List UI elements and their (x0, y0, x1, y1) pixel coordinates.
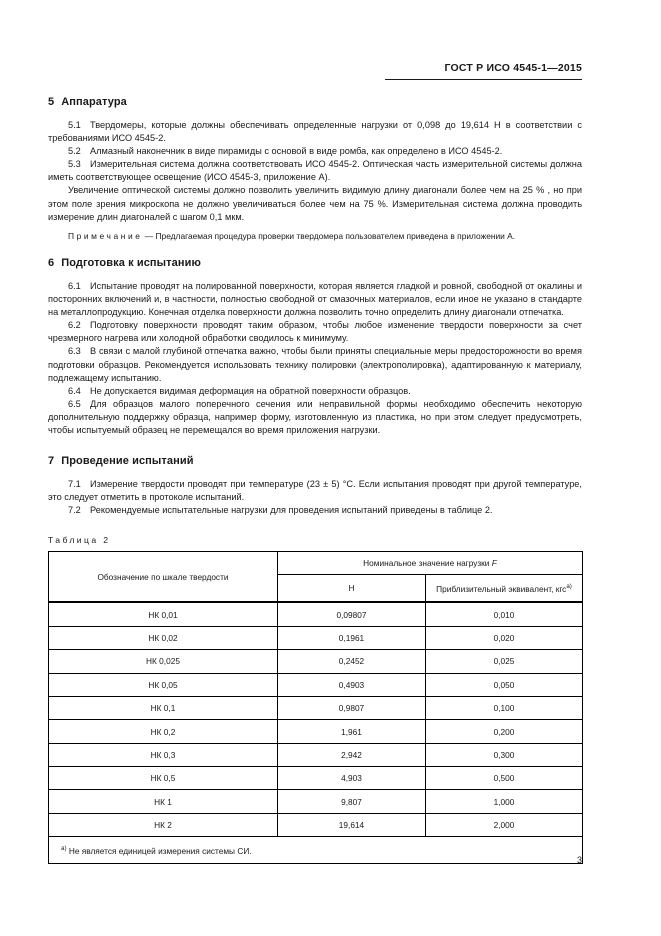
note-block-section-5 (48, 230, 582, 242)
document-content (48, 96, 582, 864)
cell-newton: 0,4903 (278, 673, 426, 696)
table-header-scale-designation: Обозначение по шкале твердости (49, 552, 278, 603)
cell-scale: НК 0,01 (49, 602, 278, 626)
cell-newton: 19,614 (278, 813, 426, 836)
paragraph-5-3-cont (48, 184, 582, 223)
paragraph-label-5-3: 5.3 (68, 159, 81, 170)
table-row (49, 696, 583, 719)
paragraph-5-3 (48, 158, 582, 184)
paragraph-5-2 (48, 145, 582, 158)
table-row (49, 743, 583, 766)
cell-newton: 1,961 (278, 720, 426, 743)
paragraph-text-5-3-cont: Увеличение оптической системы должно позволить увеличить видимую длину диагонали более чем на 25 % , но при этом поле зрения микроскопа не должно увеличиваться более чем на 75 %. Измерительная система должна проводить измерение длин диагоналей с шагом 0,1 мкм. (48, 185, 582, 222)
table-body (49, 602, 583, 863)
cell-kgf: 0,100 (426, 696, 583, 719)
table-header-nominal-load-label: Номинальное значение нагрузки (363, 558, 492, 569)
cell-newton: 4,903 (278, 767, 426, 790)
table-header-nominal-load-group (278, 552, 583, 575)
section-title-5: Аппаратура (61, 96, 127, 108)
section-heading-6 (48, 257, 582, 269)
section-title-7: Проведение испытаний (61, 455, 194, 468)
cell-kgf: 0,500 (426, 767, 583, 790)
cell-newton: 0,09807 (278, 602, 426, 626)
table-footnote-row (49, 837, 583, 864)
table-header-kgf-equivalent (426, 575, 583, 603)
paragraph-text-6-1: Испытание проводят на полированной поверхности, которая является гладкой и ровной, свободной от окалины и посторонних включений и, в частности, полностью свободной от смазочных материалов, если иное не указано в стандарте на металлопродукцию. Конечная отделка поверхности должна позволить точно определить длину диагонали отпечатка. (48, 280, 582, 318)
paragraph-label-5-2: 5.2 (68, 146, 81, 157)
paragraph-6-3 (48, 345, 582, 384)
note-label: Примечание (68, 230, 143, 241)
paragraph-text-7-2: Рекомендуемые испытательные нагрузки для проведения испытаний приведены в таблице 2. (90, 505, 493, 516)
paragraph-text-6-5: Для образцов малого поперечного сечения или неправильной формы необходимо обеспечить некоторую дополнительную поддержку образца, например форму, изготовленную из пластика, но при этом следует предусмотреть, чтобы испытуемый образец не перемещался во время приложения нагрузки. (48, 398, 582, 435)
paragraph-text-6-3: В связи с малой глубиной отпечатка важно, чтобы были приняты специальные меры предосторожности во время подготовки образцов. Рекомендуется использовать технику полировки (электрополировка), адаптированную к материалу, подлежащему испытанию. (48, 346, 582, 383)
paragraph-text-7-1: Измерение твердости проводят при температуре (23 ± 5) °C. Если испытания проводят при другой температуре, это следует отметить в протоколе испытаний. (48, 479, 582, 503)
paragraph-text-5-3: Измерительная система должна соответствовать ИСО 4545-2. Оптическая часть измерительной системы должна иметь соответствующее освещение (ИСО 4545-3, приложение А). (48, 159, 582, 183)
cell-scale: НК 2 (49, 813, 278, 836)
cell-scale: НК 0,5 (49, 767, 278, 790)
paragraph-text-5-1: Твердомеры, которые должны обеспечивать определенные нагрузки от 0,098 до 19,614 Н в соответствии с требованиями ИСО 4545-2. (48, 120, 582, 144)
paragraph-text-5-2: Алмазный наконечник в виде пирамиды с основой в виде ромба, как определено в ИСО 4545-2. (90, 146, 503, 157)
cell-newton: 0,1961 (278, 626, 426, 649)
cell-kgf: 2,000 (426, 813, 583, 836)
table-header-force-symbol: F (491, 558, 497, 569)
section-number-5: 5 (48, 96, 55, 108)
table-row (49, 602, 583, 626)
table-row (49, 720, 583, 743)
header-rule (385, 79, 582, 80)
page-number: 3 (576, 855, 582, 865)
load-values-table (48, 551, 583, 864)
cell-kgf: 0,300 (426, 743, 583, 766)
section-number-6: 6 (48, 256, 55, 269)
table-row (49, 673, 583, 696)
cell-newton: 0,2452 (278, 650, 426, 673)
section-heading-5 (48, 96, 582, 108)
cell-kgf: 0,050 (426, 673, 583, 696)
paragraph-label-5-1: 5.1 (68, 120, 81, 130)
paragraph-label-6-3: 6.3 (68, 346, 81, 357)
table-row (49, 813, 583, 836)
paragraph-label-7-2: 7.2 (68, 505, 81, 516)
table-footnote-marker: а) (61, 844, 67, 852)
paragraph-label-6-1: 6.1 (68, 280, 81, 291)
section-heading-7 (48, 455, 582, 467)
cell-scale: НК 0,05 (49, 673, 278, 696)
paragraph-7-2 (48, 504, 582, 517)
paragraph-text-6-4: Не допускается видимая деформация на обратной поверхности образцов. (90, 385, 411, 396)
paragraph-6-1 (48, 280, 582, 319)
section-number-7: 7 (48, 455, 55, 468)
table-header-kgf-label: Приблизительный эквивалент, кгс (436, 583, 567, 594)
paragraph-text-6-2: Подготовку поверхности проводят таким образом, чтобы любое изменение твердости поверхности за счет чрезмерного нагрева или холодной обработки сводилось к минимуму. (48, 320, 582, 344)
paragraph-label-7-1: 7.1 (68, 479, 81, 490)
document-standard-code: ГОСТ Р ИСО 4545-1—2015 (444, 62, 582, 74)
table-footnote-text: Не является единицей измерения системы СИ. (66, 845, 252, 856)
table-header-row-1 (49, 552, 583, 575)
table-header-footnote-marker: а) (566, 582, 572, 590)
table-row (49, 626, 583, 649)
cell-newton: 0,9807 (278, 696, 426, 719)
cell-kgf: 0,010 (426, 602, 583, 626)
paragraph-6-2 (48, 319, 582, 345)
paragraph-label-6-2: 6.2 (68, 320, 81, 331)
table-row (49, 767, 583, 790)
table-row (49, 650, 583, 673)
note-text: Предлагаемая процедура проверки твердомера пользователем приведена в приложении А. (155, 230, 516, 241)
cell-kgf: 1,000 (426, 790, 583, 813)
cell-kgf: 0,200 (426, 720, 583, 743)
table-header-newton-unit: Н (278, 575, 426, 603)
cell-scale: НК 0,025 (49, 650, 278, 673)
section-title-6: Подготовка к испытанию (61, 256, 201, 269)
table-footnote (49, 837, 583, 864)
table-caption: Таблица 2 (48, 535, 111, 546)
cell-kgf: 0,020 (426, 626, 583, 649)
cell-scale: НК 0,1 (49, 696, 278, 719)
cell-scale: НК 0,2 (49, 720, 278, 743)
cell-scale: НК 0,3 (49, 743, 278, 766)
cell-scale: НК 1 (49, 790, 278, 813)
paragraph-label-6-4: 6.4 (68, 385, 81, 396)
table-header (49, 552, 583, 603)
cell-newton: 9,807 (278, 790, 426, 813)
paragraph-6-4 (48, 385, 582, 398)
note-dash: — (142, 230, 156, 241)
paragraph-5-1 (48, 119, 582, 145)
cell-kgf: 0,025 (426, 650, 583, 673)
paragraph-label-6-5: 6.5 (68, 398, 81, 409)
cell-scale: НК 0,02 (49, 626, 278, 649)
paragraph-6-5 (48, 398, 582, 437)
table-row (49, 790, 583, 813)
paragraph-7-1 (48, 478, 582, 504)
cell-newton: 2,942 (278, 743, 426, 766)
